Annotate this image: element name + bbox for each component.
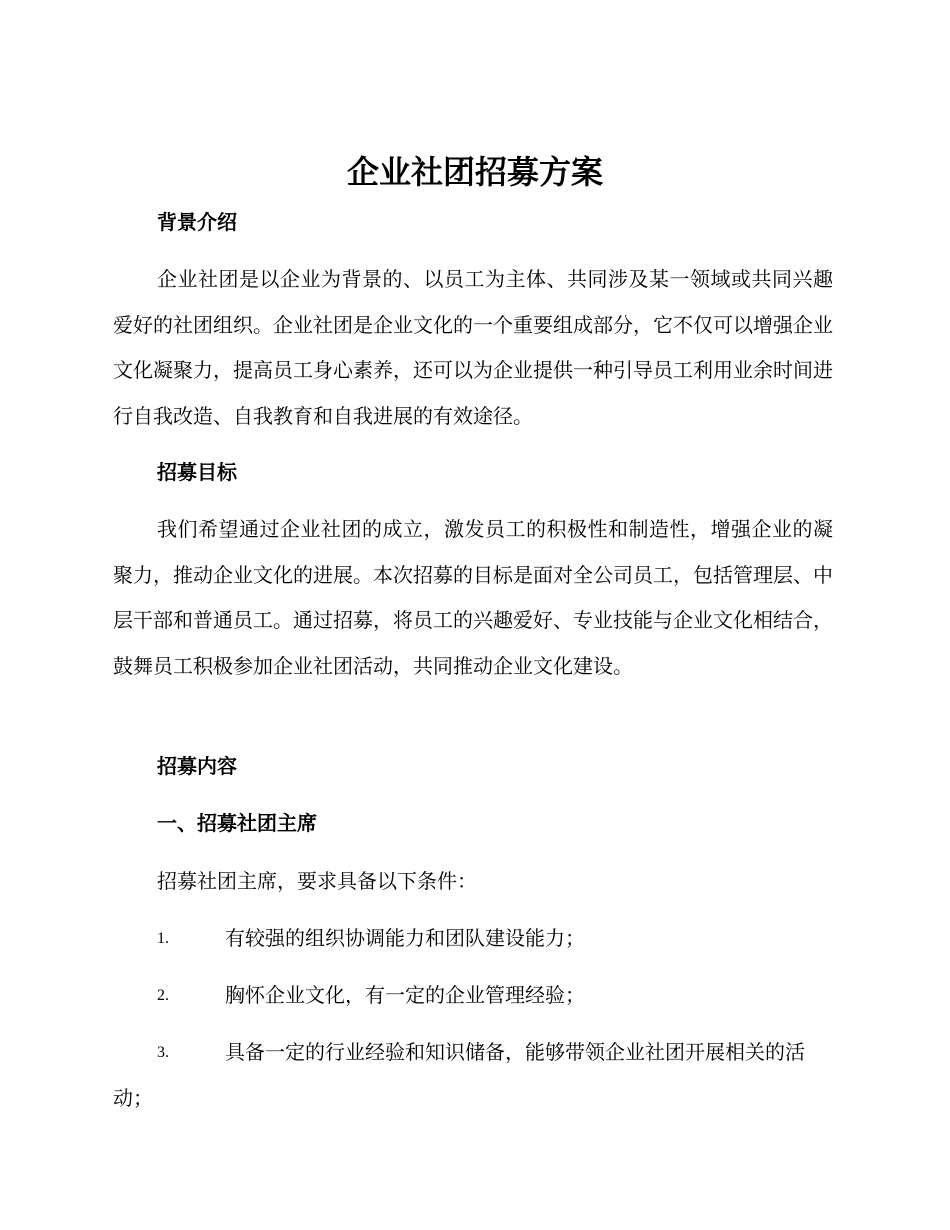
list-text: 胸怀企业文化，有一定的企业管理经验； xyxy=(225,983,585,1007)
heading-content: 招募内容 xyxy=(157,754,237,778)
list-text: 具备一定的行业经验和知识储备，能够带领企业社团开展相关的活动； xyxy=(113,1040,805,1110)
heading-goal: 招募目标 xyxy=(157,460,237,484)
list-number: 3. xyxy=(157,1044,169,1061)
list-number: 2. xyxy=(157,987,169,1004)
paragraph-goal: 我们希望通过企业社团的成立，激发员工的积极性和制造性，增强企业的凝聚力，推动企业文化的进展。本次招募的目标是面对全公司员工，包括管理层、中层干部和普通员工。通过招募，将员工的兴趣爱好、专业技能与企业文化相结合，鼓舞员工积极参加企业社团活动，共同推动企业文化建设。 xyxy=(113,517,833,678)
list-number: 1. xyxy=(157,930,169,947)
list-item-1 xyxy=(113,916,833,962)
document-title: 企业社团招募方案 xyxy=(346,153,603,191)
intro-line: 招募社团主席，要求具备以下条件： xyxy=(157,869,477,893)
list-item-3 xyxy=(113,1030,833,1121)
paragraph-background: 企业社团是以企业为背景的、以员工为主体、共同涉及某一领域或共同兴趣爱好的社团组织。企业社团是企业文化的一个重要组成部分，它不仅可以增强企业文化凝聚力，提高员工身心素养，还可以为企业提供一种引导员工利用业余时间进行自我改造、自我教育和自我进展的有效途径。 xyxy=(113,267,833,428)
list-item-2 xyxy=(113,973,833,1019)
heading-background: 背景介绍 xyxy=(157,210,237,234)
list-text: 有较强的组织协调能力和团队建设能力； xyxy=(225,926,585,950)
subheading-recruit-chair: 一、招募社团主席 xyxy=(157,811,317,835)
